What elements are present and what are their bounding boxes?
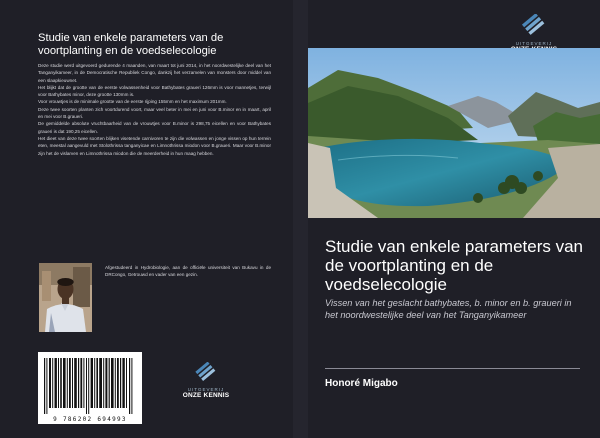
title-divider [325, 368, 580, 369]
back-cover-title: Studie van enkele parameters van de voortplanting en de voedselecologie [38, 32, 224, 57]
cover-photo-mountain-lake [308, 48, 600, 218]
back-cover-blurb [38, 62, 271, 157]
blurb-paragraph: De gemiddelde absolute vruchtbaarheid van de vrouwtjes voor B.minor is 298,75 eicellen en voor Bathybates graueri is dat 190,25 eicellen. [38, 121, 271, 134]
front-cover-title: Studie van enkele parameters van de voortplanting en de voedselecologie [325, 237, 583, 294]
blurb-paragraph: Het blijkt dat de grootte van de eerste volwassenheid voor Bathybates graueri 126mm is voor mannetjes, terwijl voor Bathybates minor, deze grootte 130mm is. [38, 84, 271, 98]
isbn-digits: 9 786202 694993 [53, 416, 127, 423]
publisher-logo-back [172, 362, 240, 399]
barcode-bars [38, 352, 142, 424]
blurb-paragraph: Deze twee soorten planten zich voortdurend voort, maar veel beter in mei en juni voor B.minor en in maart, april en mei voor B.graueri. [38, 106, 271, 120]
publisher-name: ONZE KENNIS [182, 392, 230, 399]
blurb-paragraph: Het dieet van deze twee soorten blijken visetende carnivoren te zijn die volwassen en jonge vissen op hun terrein eten, meestal aangevuld met Stolothrissa tanganyicae en Limnothrissa miodon voor B.graueri. Maar voor B.minor zijn het de vislarven en Limnothrissa miodon die de meerderheid in hun maag hebben. [38, 135, 271, 156]
book-spine [293, 0, 308, 438]
blurb-paragraph: Voor vrouwtjes is de minimale grootte van de eerste rijping 155mm en het maximum 201mm. [38, 99, 227, 105]
author-bio: Afgestudeerd in Hydrobiologie, aan de officiële universiteit van Bukavu in de DRCongo, Getrouwd en vader van een gezin. [105, 265, 271, 278]
publisher-tagline: UITGEVERIJ [187, 387, 225, 392]
book-stack-icon [496, 14, 572, 36]
publisher-tagline: UITGEVERIJ [515, 41, 553, 46]
front-cover-author: Honoré Migabo [325, 378, 398, 389]
blurb-paragraph: Deze studie werd uitgevoerd gedurende 4 maanden, van maart tot juni 2014, in het noordwestelijke deel van het Tanganyikameer, in de Democratische Republiek Congo, dankzij het verzamelen van monsters door middel van een slaapkieuwnet. [38, 63, 271, 83]
front-cover-subtitle: Vissen van het geslacht bathybates, b. minor en b. graueri in het noordwestelijke deel van het Tanganyikameer [325, 298, 572, 320]
book-stack-icon [172, 362, 240, 382]
author-photo [39, 263, 92, 332]
isbn-barcode [38, 352, 142, 424]
